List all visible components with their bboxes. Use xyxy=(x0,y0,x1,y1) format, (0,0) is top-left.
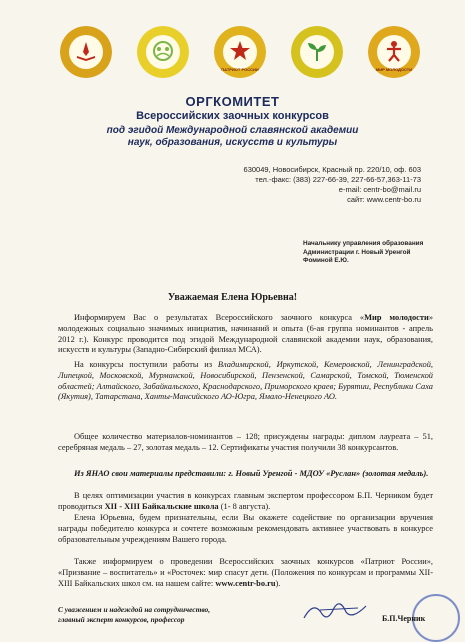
contact-email: e-mail: centr-bo@mail.ru xyxy=(338,185,421,194)
p1-text-c: » молодежных социально значимых инициатив, начинаний и опыта (6-ая группа номинантов - апрель 2012 г.). Конкурс проводится под эгидой Международной славянской академии наук, образования, искусств и культуры (Западно-Сибирский филиал МСА). xyxy=(58,313,433,355)
p1-text-a: Информируем Вас о результатах Всероссийского заочного конкурса « xyxy=(74,313,365,322)
paragraph-regions xyxy=(58,360,433,403)
header-subtitle: Всероссийских заочных конкурсов xyxy=(136,110,329,122)
contact-block xyxy=(244,165,421,205)
pen-and-book-logo-icon xyxy=(60,26,112,78)
p2-text-a: На конкурсы поступили работы из xyxy=(74,360,218,369)
addressee-line1: Начальнику управления образования xyxy=(303,240,424,247)
p3-text: Общее количество материалов-номинантов – 128; присуждены награды: диплом лауреата – 51, серебряная медаль – 27, золотая медаль – 12. Сертификаты участия получили 38 конкурсантов. xyxy=(58,432,433,452)
patriot-star-logo-icon: ПАТРИОТ РОССИИ xyxy=(214,26,266,78)
sprout-logo-icon xyxy=(291,26,343,78)
website-link[interactable]: www.centr-bo.ru xyxy=(215,578,276,588)
p4-winner: г. Новый Уренгой - МДОУ «Руслан» (золотая медаль). xyxy=(228,469,429,478)
p1-contest-name: Мир молодости xyxy=(364,313,429,322)
p5-text-a: В целях оптимизации участия в конкурсах главным экспертом профессором Б.П. Черником будет проводиться xyxy=(58,491,433,511)
closing-block xyxy=(58,605,210,624)
logo-row xyxy=(60,26,420,78)
closing-line1: С уважением и надеждой на сотрудничество, xyxy=(58,605,211,614)
paragraph-yanao xyxy=(58,469,433,480)
p5-text-c: (1- 8 августа). xyxy=(218,501,271,511)
greeting: Уважаемая Елена Юрьевна! xyxy=(167,292,298,303)
signature-icon xyxy=(300,596,370,626)
youth-figure-logo-icon: МИР МОЛОДОСТИ xyxy=(368,26,420,78)
paragraph-request xyxy=(58,513,433,545)
organizer-header xyxy=(0,94,465,149)
paragraph-other-contests xyxy=(58,557,433,589)
p7-text-c: ). xyxy=(275,578,281,588)
header-title: ОРГКОМИТЕТ xyxy=(185,94,280,109)
paragraph-results xyxy=(58,313,433,356)
header-line4: наук, образования, искусств и культуры xyxy=(127,137,338,148)
contact-address: 630049, Новосибирск, Красный пр. 220/10, оф. 603 xyxy=(243,165,421,174)
p7-text-a: Также информируем о проведении Всероссийских заочных конкурсов «Патриот России», «Призвание – воспитатель» и «Росточек: мир спасут дети. (Положения по конкурсам и программы XII-XIII Байкальских школ см. на нашем сайте: xyxy=(58,557,433,588)
p6-text: Елена Юрьевна, будем признательны, если Вы окажете содействие по организации вручения награды победителю конкурса и сочтете возможным рекомендовать активнее участвовать в конкурсе образовательным учреждениям Вашего города. xyxy=(58,513,433,544)
signer-name: Б.П.Черник xyxy=(382,614,426,623)
closing-line2: главный эксперт конкурсов, профессор xyxy=(58,614,185,624)
header-line3: под эгидой Международной славянской академии xyxy=(106,125,359,136)
p4-text-a: Из ЯНАО свои материалы представили: xyxy=(74,469,229,478)
addressee-line2: Администрации г. Новый Уренгой xyxy=(303,248,411,256)
addressee-block xyxy=(303,240,453,266)
contact-site: сайт: www.centr-bo.ru xyxy=(347,195,421,204)
addressee-line3: Фоминой Е.Ю. xyxy=(303,257,349,264)
p2-regions-list: Владимирской, Иркутской, Кемеровской, Ленинградской, Липецкой, Московской, Мурманской, Новосибирской, Пензенской, Самарской, Томской, Тюменской областей; Алтайского, Забайкальского, Краснодарского, Приморского краев; Бурятии, Республики Саха (Якутия), Татарстана, Ханты-Мансийского АО-Югра, Ямало-Ненецкого АО. xyxy=(58,360,433,402)
paragraph-totals xyxy=(58,432,433,454)
contact-phone: тел.-факс: (383) 227-66-39, 227-66-57,363-11-73 xyxy=(255,175,421,184)
children-globe-logo-icon xyxy=(137,26,189,78)
paragraph-baikal-school xyxy=(58,491,433,513)
p5-school-name: XII - XIII Байкальские школа xyxy=(104,501,219,511)
